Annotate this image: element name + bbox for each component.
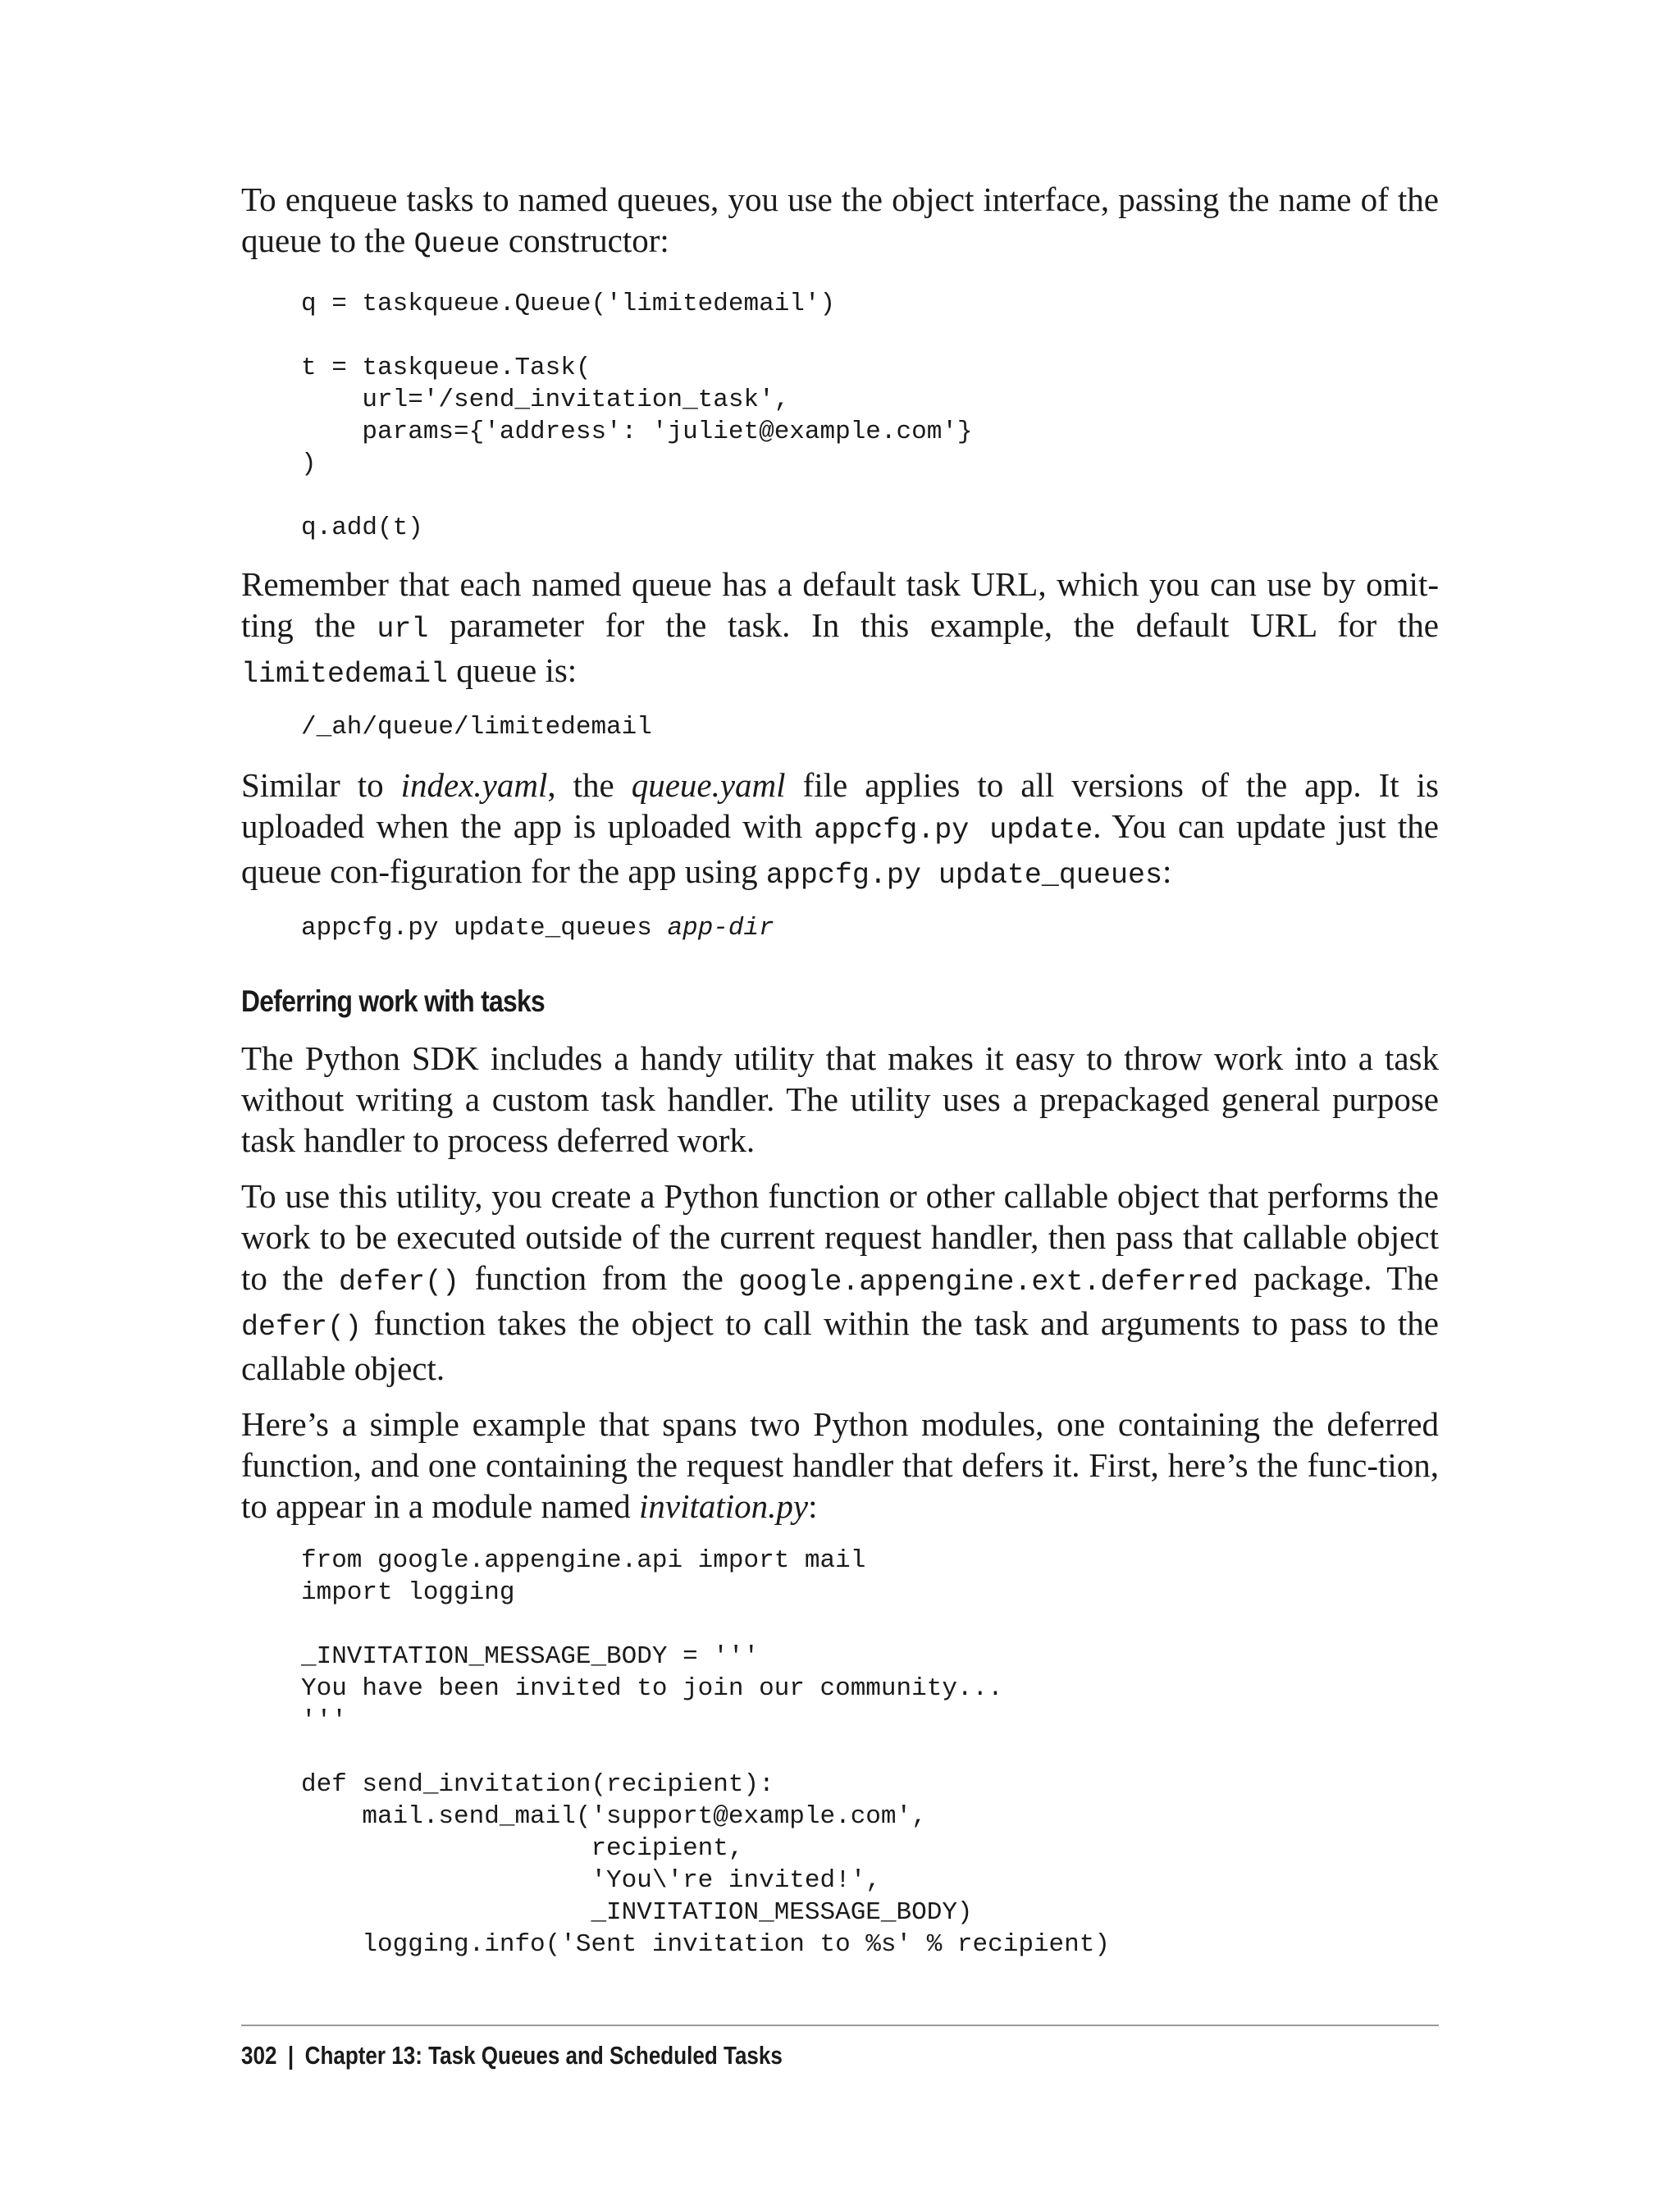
page-body [241,172,1439,1961]
code-block-default-url: /_ah/queue/limitedemail [301,713,652,742]
footer-separator: | [287,2041,294,2070]
inline-code-appcfg-update: appcfg.py update [814,814,1093,847]
chapter-title: Chapter 13: Task Queues and Scheduled Tasks [304,2041,783,2070]
paragraph-named-queues: To enqueue tasks to named queues, you use the object interface, passing the name of the queue to the Queue constructor: [241,180,1439,261]
paragraph-example: Here’s a simple example that spans two Python modules, one containing the deferred function, and one containing the request handler that defers it. First, here’s the func-tion, to appear in a module named invitation.py: [241,1405,1439,1525]
inline-code-url: url [377,613,429,646]
code-block-invitation: from google.appengine.api import mail import logging _INVITATION_MESSAGE_BODY = ''' You have been invited to join our community... ''' def send_invitation(recipient): mail.send_mail('support@example.com', recipient, 'You\'re invited!', _INVITATION_MESSAGE_BODY) logging.info('Sent invitation to %s' % recipient) [301,1546,1110,1959]
code-argument-app-dir: app-dir [667,914,774,943]
paragraph-use-utility: To use this utility, you create a Python function or other callable object that performs the work to be executed outside of the current request handler, then pass that callable object to the defer() function from the google.appengine.ext.deferred package. The defer() function takes the object to call within the task and arguments to pass to the callable object. [241,1177,1440,1387]
inline-code-queue: Queue [413,228,500,261]
footer-rule [241,2025,1439,2026]
inline-code-appcfg-update-queues: appcfg.py update_queues [765,859,1162,892]
section-heading: Deferring work with tasks [241,984,546,1018]
inline-code-defer-2: defer() [241,1311,363,1344]
code-block-enqueue: q = taskqueue.Queue('limitedemail') t = taskqueue.Task( url='/send_invitation_task', params={'address': 'juliet@example.com'} ) q.add(t) [301,290,973,542]
paragraph-default-url: Remember that each named queue has a default task URL, which you can use by omit-ting the url parameter for the task. In this example, the default URL for the limitedemail queue is: [241,565,1439,691]
inline-code-limitedemail: limitedemail [241,658,449,691]
inline-code-defer: defer() [338,1266,459,1299]
inline-code-deferred-package: google.appengine.ext.deferred [738,1266,1239,1299]
page-number: 302 [241,2041,277,2070]
page-footer [241,2039,783,2072]
filename-invitation-py: invitation.py [639,1487,809,1525]
filename-queue-yaml: queue.yaml [631,766,786,804]
code-block-update-queues: appcfg.py update_queues app-dir [301,914,774,943]
paragraph-queue-yaml: Similar to index.yaml, the queue.yaml file applies to all versions of the app. It is uploaded when the app is uploaded with appcfg.py update. You can update just the queue con-figuration for the app using appcfg.py update_queues: [241,766,1440,892]
filename-index-yaml: index.yaml [400,766,548,804]
paragraph-python-sdk: The Python SDK includes a handy utility that makes it easy to throw work into a task without writing a custom task handler. The utility uses a prepackaged general purpose task handler to process deferred work. [241,1039,1439,1159]
